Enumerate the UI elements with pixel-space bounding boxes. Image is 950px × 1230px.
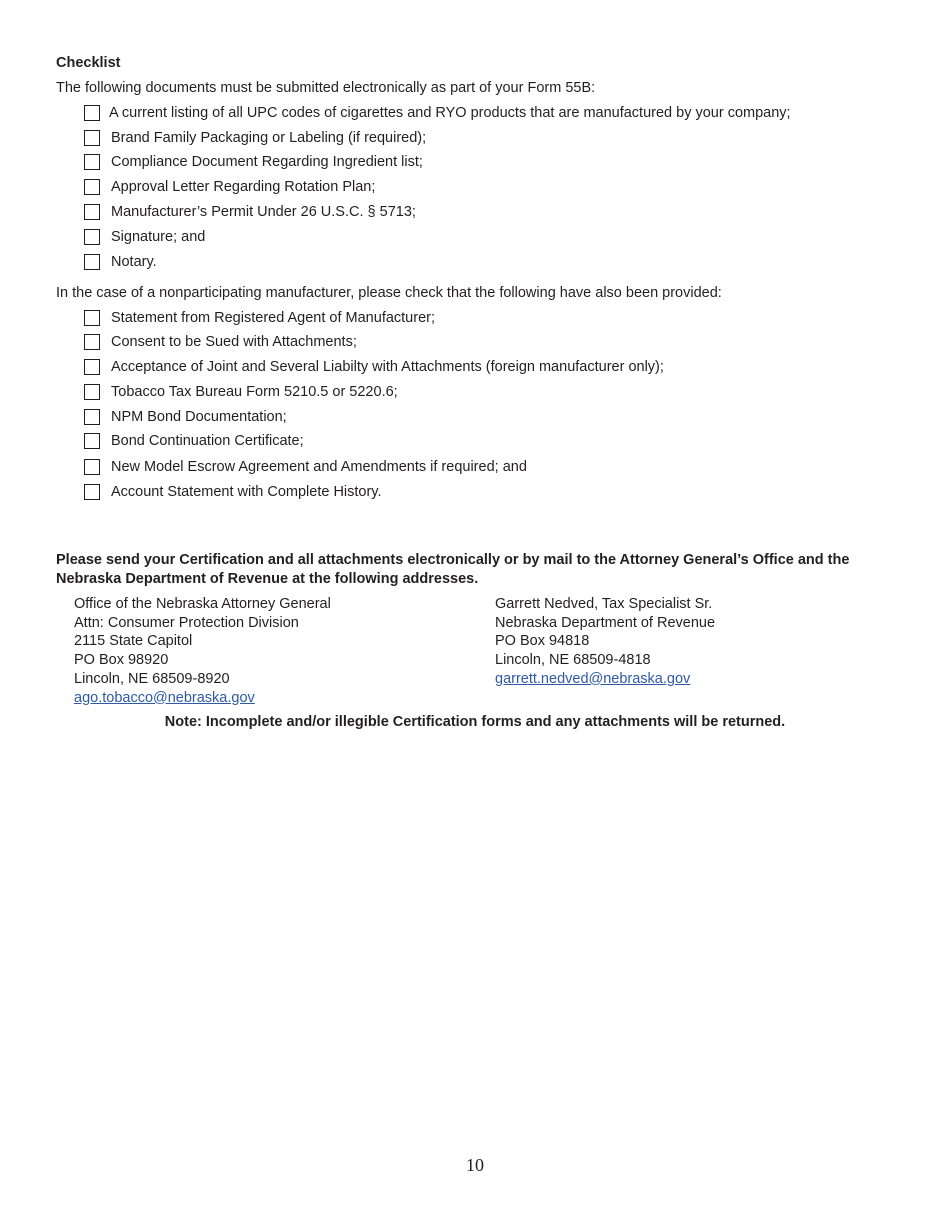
checkbox[interactable] (84, 409, 100, 425)
checklist-item-label: Brand Family Packaging or Labeling (if required); (111, 130, 427, 146)
address-line: Lincoln, NE 68509-8920 (74, 670, 230, 687)
checkbox[interactable] (84, 433, 100, 449)
checklist-item-label: Bond Continuation Certificate; (111, 433, 304, 449)
checklist-item-label: Compliance Document Regarding Ingredient list; (111, 154, 423, 170)
checkbox[interactable] (84, 254, 100, 270)
checklist-item-label: Tobacco Tax Bureau Form 5210.5 or 5220.6; (111, 384, 398, 400)
checkbox[interactable] (84, 130, 100, 146)
checklist-item (84, 177, 375, 197)
ago-email-link[interactable]: ago.tobacco@nebraska.gov (74, 689, 255, 706)
checklist-item (84, 252, 157, 272)
checklist-item (84, 103, 791, 123)
checkbox[interactable] (84, 310, 100, 326)
checklist-item (84, 227, 205, 247)
send-instructions: Please send your Certification and all attachments electronically or by mail to the Attorney General’s Office and the Nebraska Department of Revenue at the following addresses. (56, 552, 850, 587)
address-line: 2115 State Capitol (74, 633, 193, 650)
checklist-item (84, 202, 416, 222)
checklist-intro: The following documents must be submitted electronically as part of your Form 55B: (56, 80, 596, 96)
checkbox[interactable] (84, 459, 100, 475)
checklist-item (84, 457, 527, 477)
checklist-item-label: Manufacturer’s Permit Under 26 U.S.C. § 5713; (111, 204, 416, 220)
checklist-item-label: Statement from Registered Agent of Manufacturer; (111, 310, 435, 326)
address-line: Nebraska Department of Revenue (495, 614, 716, 631)
checklist-item (84, 128, 426, 148)
checklist-item-label: NPM Bond Documentation; (111, 409, 287, 425)
address-line: PO Box 98920 (74, 652, 169, 669)
checklist-item (84, 152, 423, 172)
checklist-heading: Checklist (56, 55, 121, 71)
dor-address-block (495, 595, 715, 689)
checklist-item (84, 308, 435, 328)
checkbox[interactable] (84, 105, 100, 121)
checklist-item (84, 431, 304, 451)
checklist-item-label: Account Statement with Complete History. (111, 484, 382, 500)
address-line: Garrett Nedved, Tax Specialist Sr. (495, 596, 713, 612)
checkbox[interactable] (84, 179, 100, 195)
checklist-item-label: Acceptance of Joint and Several Liabilty with Attachments (foreign manufacturer only); (111, 359, 664, 375)
address-line: PO Box 94818 (495, 633, 590, 650)
checkbox[interactable] (84, 359, 100, 375)
checkbox[interactable] (84, 154, 100, 170)
checkbox[interactable] (84, 484, 100, 500)
npm-intro: In the case of a nonparticipating manufacturer, please check that the following have also been provided: (56, 285, 722, 301)
checklist-item (84, 357, 664, 377)
dor-email-link[interactable]: garrett.nedved@nebraska.gov (495, 670, 691, 687)
page-number: 10 (466, 1155, 484, 1175)
incomplete-forms-note: Note: Incomplete and/or illegible Certification forms and any attachments will be returned. (164, 714, 786, 730)
checkbox[interactable] (84, 334, 100, 350)
address-line: Office of the Nebraska Attorney General (74, 596, 331, 612)
checklist-item (84, 382, 398, 402)
checklist-item (84, 332, 357, 352)
checklist-item-label: Notary. (111, 254, 157, 270)
checklist-item (84, 482, 382, 502)
address-line: Attn: Consumer Protection Division (74, 614, 299, 631)
checkbox[interactable] (84, 384, 100, 400)
checklist-item (84, 407, 287, 427)
checkbox[interactable] (84, 204, 100, 220)
checklist-item-label: A current listing of all UPC codes of cigarettes and RYO products that are manufactured by your company; (109, 105, 791, 121)
checkbox[interactable] (84, 229, 100, 245)
ago-address-block (74, 595, 331, 707)
checklist-item-label: Consent to be Sued with Attachments; (111, 334, 357, 350)
checklist-item-label: Signature; and (111, 229, 206, 245)
address-line: Lincoln, NE 68509-4818 (495, 652, 651, 669)
checklist-item-label: New Model Escrow Agreement and Amendments if required; and (111, 459, 527, 475)
checklist-item-label: Approval Letter Regarding Rotation Plan; (111, 179, 376, 195)
